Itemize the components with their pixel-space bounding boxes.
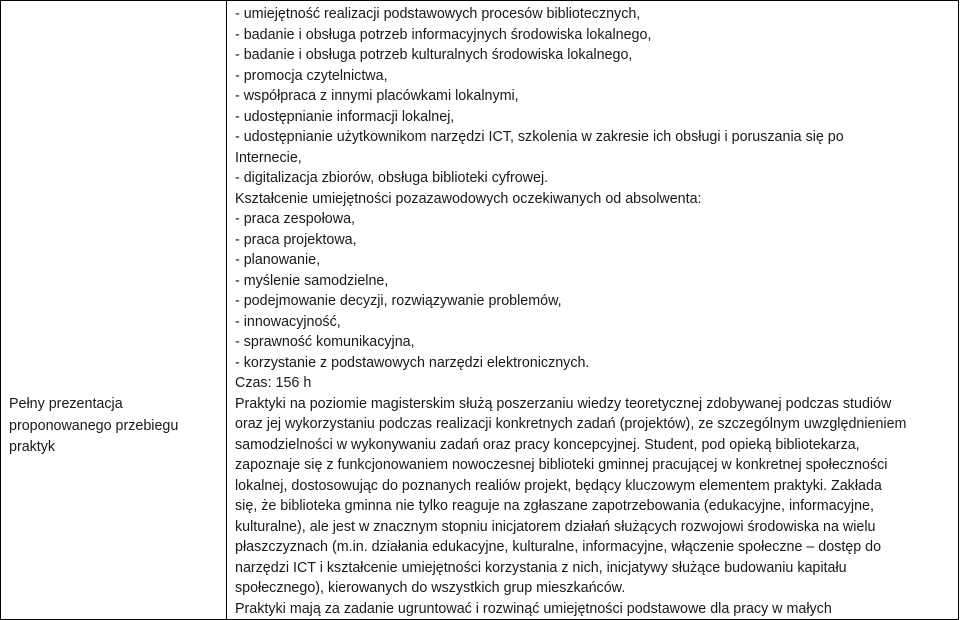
row-label: Pełny prezentacja proponowanego przebiegu praktyk [9,396,179,455]
description-line: się, że biblioteka gminna nie tylko reaguje na zgłaszane zapotrzebowania (edukacyjne, informacyjne, [235,498,874,514]
list-item: - udostępnianie użytkownikom narzędzi ICT, szkolenia w zakresie ich obsługi i poruszania się po [235,129,844,145]
soft-skills-heading: Kształcenie umiejętności pozazawodowych oczekiwanych od absolwenta: [235,190,702,207]
list-item: - innowacyjność, [235,313,341,330]
duration-text: Czas: 156 h [235,375,312,391]
list-item: - podejmowanie decyzji, rozwiązywanie problemów, [235,293,562,309]
list-item: - korzystanie z podstawowych narzędzi elektronicznych. [235,354,590,371]
content-cell [227,1,959,620]
list-item: - praca projektowa, [235,231,357,248]
label-cell [1,1,227,620]
description-line: zapoznaje się z funkcjonowaniem nowoczesnej biblioteki gminnej pracującej w konkretnej społeczności [235,457,888,473]
description-line: Praktyki mają za zadanie ugruntować i rozwinąć umiejętności podstawowe dla pracy w małych [235,600,832,617]
description-line: płaszczyznach (m.in. działania edukacyjne, kulturalne, informacyjne, włączenie społeczne – dostęp do [235,539,882,555]
description-line: lokalnej, dostosowując do poznanych realiów projekt, będący kluczowym elementem praktyki. Zakłada [235,477,882,494]
list-item: Internecie, [235,149,302,166]
list-item: - praca zespołowa, [235,211,355,227]
description-paragraph [235,394,952,620]
description-line: samodzielności w wykonywaniu zadań oraz pracy koncepcyjnej. Student, pod opieką bibliotekarza, [235,436,860,453]
description-line: społecznego), kierowanych do wszystkich grup mieszkańców. [235,580,626,596]
description-line: Praktyki na poziomie magisterskim służą poszerzaniu wiedzy teoretycznej zdobywanej podczas studiów [235,395,892,412]
description-line: narzędzi ICT i kształcenie umiejętności korzystania z nich, inicjatywy służące budowaniu kapitału [235,559,847,576]
list-item: - współpraca z innymi placówkami lokalnymi, [235,88,519,104]
list-item: - udostępnianie informacji lokalnej, [235,108,455,125]
list-item: - digitalizacja zbiorów, obsługa biblioteki cyfrowej. [235,170,549,186]
list-item: - planowanie, [235,252,321,268]
soft-skills-list [235,209,952,373]
list-item: - badanie i obsługa potrzeb kulturalnych środowiska lokalnego, [235,47,633,63]
list-item: - umiejętność realizacji podstawowych procesów bibliotecznych, [235,6,641,22]
list-item: - badanie i obsługa potrzeb informacyjnych środowiska lokalnego, [235,26,652,43]
table-row [1,1,959,620]
list-item: - myślenie samodzielne, [235,272,389,289]
description-line: kulturalne), ale jest w znacznym stopniu inicjatorem działań służących rozwojowi środowiska na wielu [235,518,876,535]
skills-list [235,4,952,189]
list-item: - promocja czytelnictwa, [235,67,388,84]
list-item: - sprawność komunikacyjna, [235,334,415,350]
description-line: oraz jej wykorzystaniu podczas realizacji konkretnych zadań (projektów), ze szczególnym uwzględnieniem [235,416,907,432]
